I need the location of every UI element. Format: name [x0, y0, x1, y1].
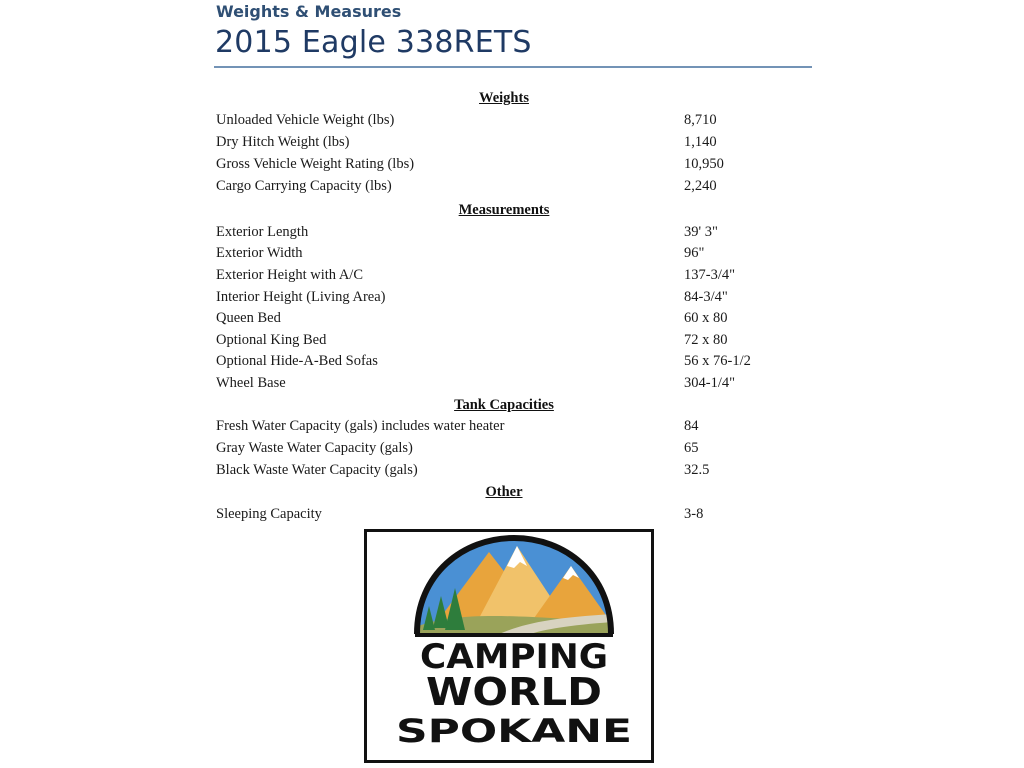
- spec-label: Unloaded Vehicle Weight (lbs): [216, 112, 395, 128]
- spec-value: 10,950: [684, 156, 724, 172]
- spec-value: 137-3/4": [684, 267, 736, 283]
- spec-value: 2,240: [684, 178, 717, 194]
- spec-value: 39' 3": [684, 224, 718, 240]
- spec-value: 3-8: [684, 506, 704, 522]
- spec-value: 72 x 80: [684, 332, 728, 348]
- spec-value: 84-3/4": [684, 289, 728, 305]
- spec-row: [216, 310, 776, 330]
- spec-row: [216, 245, 776, 265]
- spec-label: Interior Height (Living Area): [216, 289, 386, 305]
- spec-label: Optional King Bed: [216, 332, 327, 348]
- spec-row: [216, 462, 776, 482]
- spec-value: 84: [684, 418, 699, 434]
- spec-label: Queen Bed: [216, 310, 281, 326]
- spec-value: 96": [684, 245, 705, 261]
- spec-label: Wheel Base: [216, 375, 286, 391]
- spec-label: Optional Hide-A-Bed Sofas: [216, 353, 378, 369]
- spec-label: Exterior Height with A/C: [216, 267, 363, 283]
- spec-row: [216, 134, 776, 154]
- spec-row: [216, 289, 776, 309]
- spec-row: [216, 440, 776, 460]
- camping-world-spokane-logo: [364, 529, 654, 763]
- spec-label: Cargo Carrying Capacity (lbs): [216, 178, 392, 194]
- spec-row: [216, 112, 776, 132]
- spec-label: Black Waste Water Capacity (gals): [216, 462, 418, 478]
- spec-label: Exterior Length: [216, 224, 309, 240]
- spec-label: Gross Vehicle Weight Rating (lbs): [216, 156, 415, 172]
- spec-label: Exterior Width: [216, 245, 303, 261]
- section-heading-measurements: Measurements: [458, 202, 550, 218]
- logo-text-world: WORLD: [426, 670, 602, 714]
- spec-row: [216, 332, 776, 352]
- document-title: 2015 Eagle 338RETS: [215, 25, 532, 60]
- spec-row: [216, 178, 776, 198]
- spec-label: Fresh Water Capacity (gals) includes water heater: [216, 418, 505, 434]
- spec-row: [216, 353, 776, 373]
- section-heading-tank-capacities: Tank Capacities: [454, 397, 554, 413]
- spec-row: [216, 418, 776, 438]
- spec-row: [216, 156, 776, 176]
- spec-row: [216, 375, 776, 395]
- logo-text-camping: CAMPING: [420, 637, 608, 677]
- spec-value: 32.5: [684, 462, 710, 478]
- spec-value: 1,140: [684, 134, 717, 150]
- logo-graphic: [367, 532, 651, 760]
- logo-scene: [413, 532, 615, 640]
- spec-label: Gray Waste Water Capacity (gals): [216, 440, 413, 456]
- spec-label: Sleeping Capacity: [216, 506, 322, 522]
- title-divider: [214, 66, 812, 68]
- spec-row: [216, 224, 776, 244]
- spec-value: 304-1/4": [684, 375, 736, 391]
- spec-value: 65: [684, 440, 699, 456]
- spec-value: 60 x 80: [684, 310, 728, 326]
- section-heading-weights: Weights: [479, 90, 529, 106]
- spec-row: [216, 506, 776, 526]
- section-heading-other: Other: [485, 484, 523, 500]
- spec-value: 8,710: [684, 112, 717, 128]
- logo-text-spokane: SPOKANE: [396, 712, 632, 750]
- spec-row: [216, 267, 776, 287]
- document-kicker: Weights & Measures: [216, 2, 402, 21]
- spec-label: Dry Hitch Weight (lbs): [216, 134, 350, 150]
- spec-value: 56 x 76-1/2: [684, 353, 751, 369]
